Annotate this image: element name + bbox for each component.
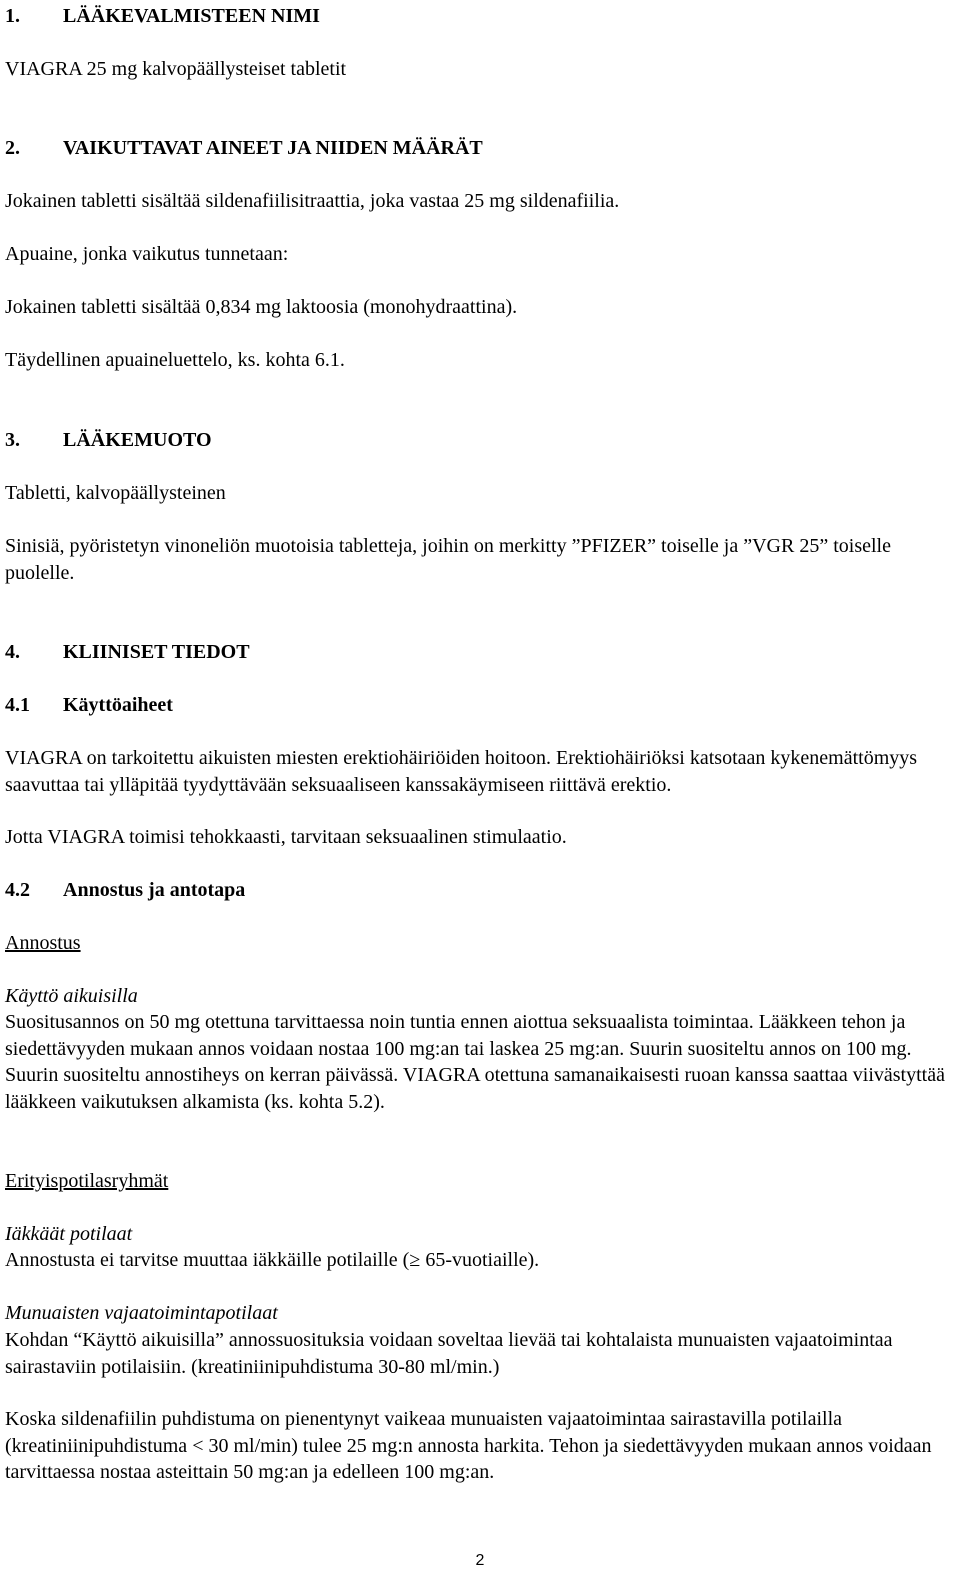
paragraph: Jokainen tabletti sisältää 0,834 mg laktoosia (monohydraattina). xyxy=(5,296,518,318)
section-number: 2. xyxy=(5,137,20,159)
paragraph: Tabletti, kalvopäällysteinen xyxy=(5,482,226,504)
section-title: KLIINISET TIEDOT xyxy=(63,641,250,663)
paragraph: Täydellinen apuaineluettelo, ks. kohta 6.1. xyxy=(5,349,345,371)
paragraph: Annostusta ei tarvitse muuttaa iäkkäille potilaille (≥ 65-vuotiaille). xyxy=(5,1249,540,1271)
section-title: LÄÄKEMUOTO xyxy=(63,429,212,451)
paragraph: Suositusannos on 50 mg otettuna tarvittaessa noin tuntia ennen aiottua seksuaalista toimintaa. Lääkkeen tehon ja siedettävyyden mukaan annos voidaan nostaa 100 mg:an tai laskea 25 mg:an. Suurin suositeltu annos on 100 mg. Suurin suositeltu annostiheys on kerran päivässä. VIAGRA otettuna samanaikaisesti ruoan kanssa saattaa viivästyttää lääkkeen vaikutuksen alkamista (ks. kohta 5.2). xyxy=(5,1011,945,1113)
paragraph: Kohdan “Käyttö aikuisilla” annossuosituksia voidaan soveltaa lievää tai kohtalaista munuaisten vajaatoimintaa sairastaviin potilaisiin. (kreatiniinipuhdistuma 30-80 ml/min.) xyxy=(5,1329,893,1378)
paragraph: Jotta VIAGRA toimisi tehokkaasti, tarvitaan seksuaalinen stimulaatio. xyxy=(5,826,567,848)
section-title: LÄÄKEVALMISTEEN NIMI xyxy=(63,5,320,27)
section-4-heading xyxy=(5,639,250,666)
subheading-renal: Munuaisten vajaatoimintapotilaat xyxy=(5,1302,278,1324)
section-2-heading xyxy=(5,135,483,162)
section-title: Käyttöaiheet xyxy=(63,694,173,716)
subheading-adults: Käyttö aikuisilla xyxy=(5,985,138,1007)
subheading-annostus: Annostus xyxy=(5,932,81,954)
subheading-elderly: Iäkkäät potilaat xyxy=(5,1223,133,1245)
section-number: 1. xyxy=(5,5,20,27)
section-number: 3. xyxy=(5,429,20,451)
section-number: 4.1 xyxy=(5,694,30,716)
paragraph: Jokainen tabletti sisältää sildenafiilisitraattia, joka vastaa 25 mg sildenafiilia. xyxy=(5,190,620,212)
section-title: VAIKUTTAVAT AINEET JA NIIDEN MÄÄRÄT xyxy=(63,137,483,159)
section-title: Annostus ja antotapa xyxy=(63,879,246,901)
section-number: 4.2 xyxy=(5,879,30,901)
paragraph: VIAGRA on tarkoitettu aikuisten miesten erektiohäiriöiden hoitoon. Erektiohäiriöksi katsotaan kykenemättömyys saavuttaa tai ylläpitää tyydyttävään seksuaaliseen kanssakäymiseen riittävä erektio. xyxy=(5,747,918,796)
paragraph: Sinisiä, pyöristetyn vinoneliön muotoisia tabletteja, joihin on merkitty ”PFIZER” toiselle ja ”VGR 25” toiselle puolelle. xyxy=(5,535,891,584)
section-4-2-heading xyxy=(5,877,245,904)
page-number: 2 xyxy=(475,1552,485,1569)
section-4-1-heading xyxy=(5,692,173,719)
section-3-heading xyxy=(5,427,212,454)
section-number: 4. xyxy=(5,641,20,663)
paragraph: Apuaine, jonka vaikutus tunnetaan: xyxy=(5,243,289,265)
subheading-special-groups: Erityispotilasryhmät xyxy=(5,1170,169,1192)
section-1-heading xyxy=(5,3,320,30)
product-name: VIAGRA 25 mg kalvopäällysteiset tabletit xyxy=(5,58,347,80)
paragraph: Koska sildenafiilin puhdistuma on pienentynyt vaikeaa munuaisten vajaatoimintaa sairastavilla potilailla (kreatiniinipuhdistuma < 30 ml/min) tulee 25 mg:n annosta harkita. Tehon ja siedettävyyden mukaan annos voidaan tarvittaessa nostaa asteittain 50 mg:an ja edelleen 100 mg:an. xyxy=(5,1408,932,1483)
